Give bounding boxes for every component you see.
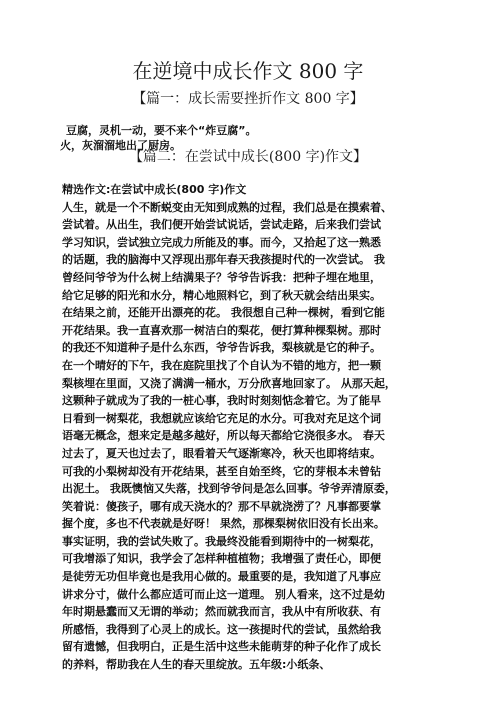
text-line: 精选作文:在尝试中成长(800 字)作文: [62, 183, 247, 196]
text-line: 这颗种子就成为了我的一桩心事，我时时刻刻惦念着它。为了能早: [62, 394, 381, 408]
text-line: 的养料，帮助我在人生的春天里绽放。五年级:小纸条、: [62, 658, 331, 672]
text-line: 人生，就是一个不断蜕变由无知到成熟的过程，我们总是在摸索着、: [62, 200, 392, 214]
text-line: 在一个晴好的下午，我在庭院里找了个自认为不错的地方，把一颗: [62, 358, 381, 372]
text-line: 语毫无概念，想来定是越多越好，所以每天都给它浇很多水。 春天: [62, 429, 385, 443]
text-line: 年时期悬蠢而又无谓的举动；然而就我而言，我从中有所收获、有: [62, 605, 381, 619]
section-2-heading: 【篇二：在尝试中成长(800 字)作文】: [128, 149, 368, 165]
text-line: 可我的小梨树却没有开花结果，甚至自始至终，它的芽根本未曾钻: [62, 464, 381, 478]
text-line: 握个度，多也不代表就是好呀！ 果然，那棵梨树依旧没有长出来。: [62, 517, 385, 531]
text-line: 给它足够的阳光和水分，精心地照料它，到了秋天就会结出果实。: [62, 288, 381, 302]
section-1-heading: 【篇一：成长需要挫折作文 800 字】: [132, 91, 364, 107]
text-line: 可我增添了知识，我学会了怎样种植植物；我增强了责任心，即便: [62, 552, 381, 566]
text-line: 事实证明，我的尝试失败了。我最终没能看到期待中的一树梨花，: [62, 534, 381, 548]
text-line: 讲求分寸，做什么都应适可而止这一道理。 别人看来，这不过是幼: [62, 587, 385, 601]
text-line: 在结果之前，还能开出漂亮的花。 我很想自己种一棵树，看到它能: [62, 306, 385, 320]
text-line: 梨核埋在里面，又浇了满满一桶水，万分欣喜地回家了。 从那天起，: [62, 376, 396, 390]
text-line: 曾经问爷爷为什么树上结满果子？爷爷告诉我：把种子埋在地里，: [62, 270, 381, 284]
text-line: 日看到一树梨花，我想就应该给它充足的水分。可我对充足这个词: [62, 411, 381, 425]
document-title: 在逆境中成长作文 800 字: [132, 59, 364, 83]
text-line: 尝试着。从出生，我们便开始尝试说话，尝试走路，后来我们尝试: [62, 218, 381, 232]
text-line: 学习知识，尝试独立完成力所能及的事。而今，又拾起了这一熟悉: [62, 235, 381, 249]
section-2-body: [62, 181, 462, 674]
text-line: 出泥土。 我既懊恼又失落，找到爷爷问是怎么回事。爷爷弄清原委，: [62, 482, 396, 496]
text-line: 留有遗憾，但我明白，正是生活中这些未能萌芽的种子化作了成长: [62, 640, 381, 654]
text-line: 所感悟，我得到了心灵上的成长。这一孩提时代的尝试，虽然给我: [62, 622, 381, 636]
text-line: 过去了，夏天也过去了，眼看着天气逐渐寒冷，秋天也即将结束。: [62, 446, 381, 460]
text-line: 笑着说：傻孩子，哪有成天浇水的？那不早就浇涝了？凡事都要掌: [62, 499, 381, 513]
text-line: 的话题，我的脑海中又浮现出那年春天我孩提时代的一次尝试。 我: [62, 253, 385, 267]
text-line: 的我还不知道种子是什么东西，爷爷告诉我，梨核就是它的种子。: [62, 341, 381, 355]
text-line: 是徒劳无功但毕竟也是我用心做的。最重要的是，我知道了凡事应: [62, 570, 381, 584]
text-line: 豆腐，灵机一动，要不来个“炸豆腐”。: [66, 124, 257, 137]
text-line: 开花结果。我一直喜欢那一树洁白的梨花，便打算种棵梨树。那时: [62, 323, 381, 337]
text-line: 火，灰溜溜地出了厨房。: [60, 139, 181, 152]
